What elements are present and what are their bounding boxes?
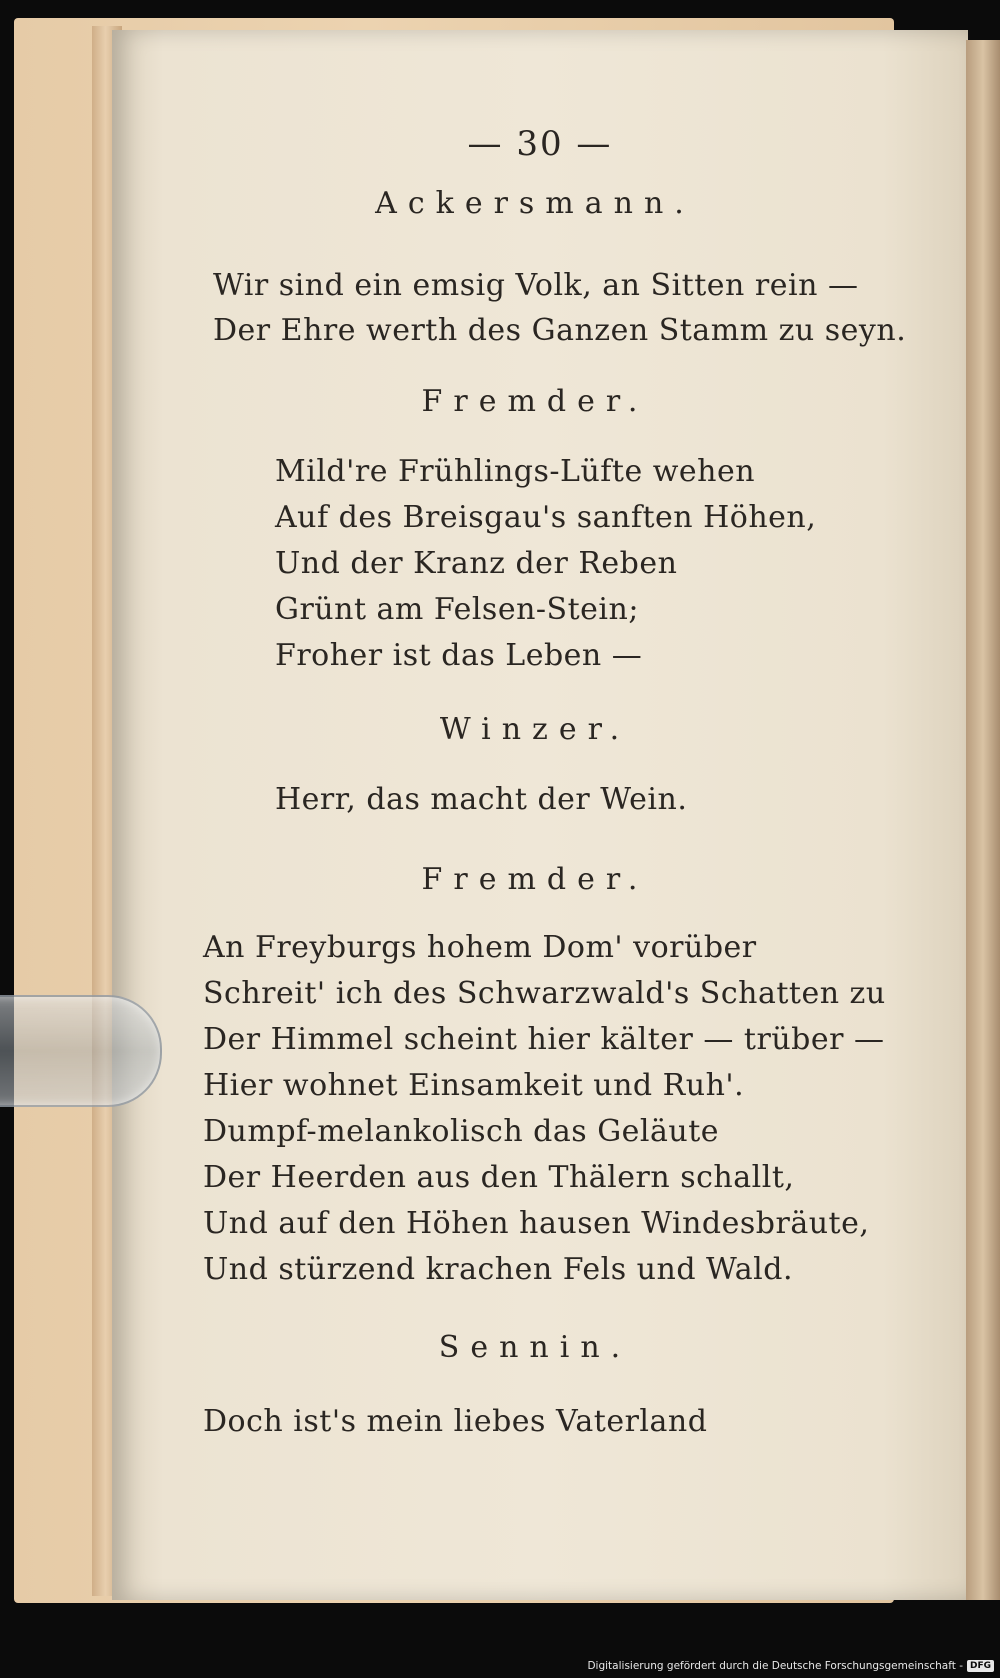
verse-line: Auf des Breisgau's sanften Höhen, <box>275 500 817 535</box>
verse-line: Mild're Frühlings-Lüfte wehen <box>275 454 756 489</box>
verse-line: Dumpf-melankolisch das Geläute <box>203 1114 720 1149</box>
speaker-winzer: Winzer. <box>439 712 631 747</box>
speaker-fremder: Fremder. <box>421 384 649 419</box>
verse-line: Froher ist das Leben — <box>275 638 643 673</box>
verse-line: Und auf den Höhen hausen Windesbräute, <box>203 1206 870 1241</box>
speaker-fremder: Fremder. <box>421 862 649 897</box>
next-page-edge <box>966 40 1000 1600</box>
verse-line: Grünt am Felsen-Stein; <box>275 592 639 627</box>
verse-line: Der Heerden aus den Thälern schallt, <box>203 1160 795 1195</box>
verse-line: Der Himmel scheint hier kälter — trüber — <box>203 1022 885 1057</box>
page-clip <box>0 995 162 1107</box>
verse-line: Und stürzend krachen Fels und Wald. <box>203 1252 794 1287</box>
verse-line: Und der Kranz der Reben <box>275 546 678 581</box>
credit-text: Digitalisierung gefördert durch die Deutsche Forschungsgemeinschaft - <box>587 1660 963 1672</box>
page-number: — 30 — <box>467 124 613 164</box>
verse-line: Doch ist's mein liebes Vaterland <box>203 1404 708 1439</box>
verse-line: Der Ehre werth des Ganzen Stamm zu seyn. <box>213 313 907 348</box>
digitization-credit <box>587 1660 994 1672</box>
speaker-sennin: Sennin. <box>438 1330 632 1365</box>
verse-line: Schreit' ich des Schwarzwald's Schatten zu <box>203 976 886 1011</box>
dfg-logo-icon: DFG <box>967 1660 994 1672</box>
verse-line: Herr, das macht der Wein. <box>275 782 688 817</box>
verse-line: Wir sind ein emsig Volk, an Sitten rein — <box>213 268 859 303</box>
speaker-ackersmann: Ackersmann. <box>375 186 695 221</box>
verse-line: An Freyburgs hohem Dom' vorüber <box>203 930 757 965</box>
verse-line: Hier wohnet Einsamkeit und Ruh'. <box>203 1068 745 1103</box>
